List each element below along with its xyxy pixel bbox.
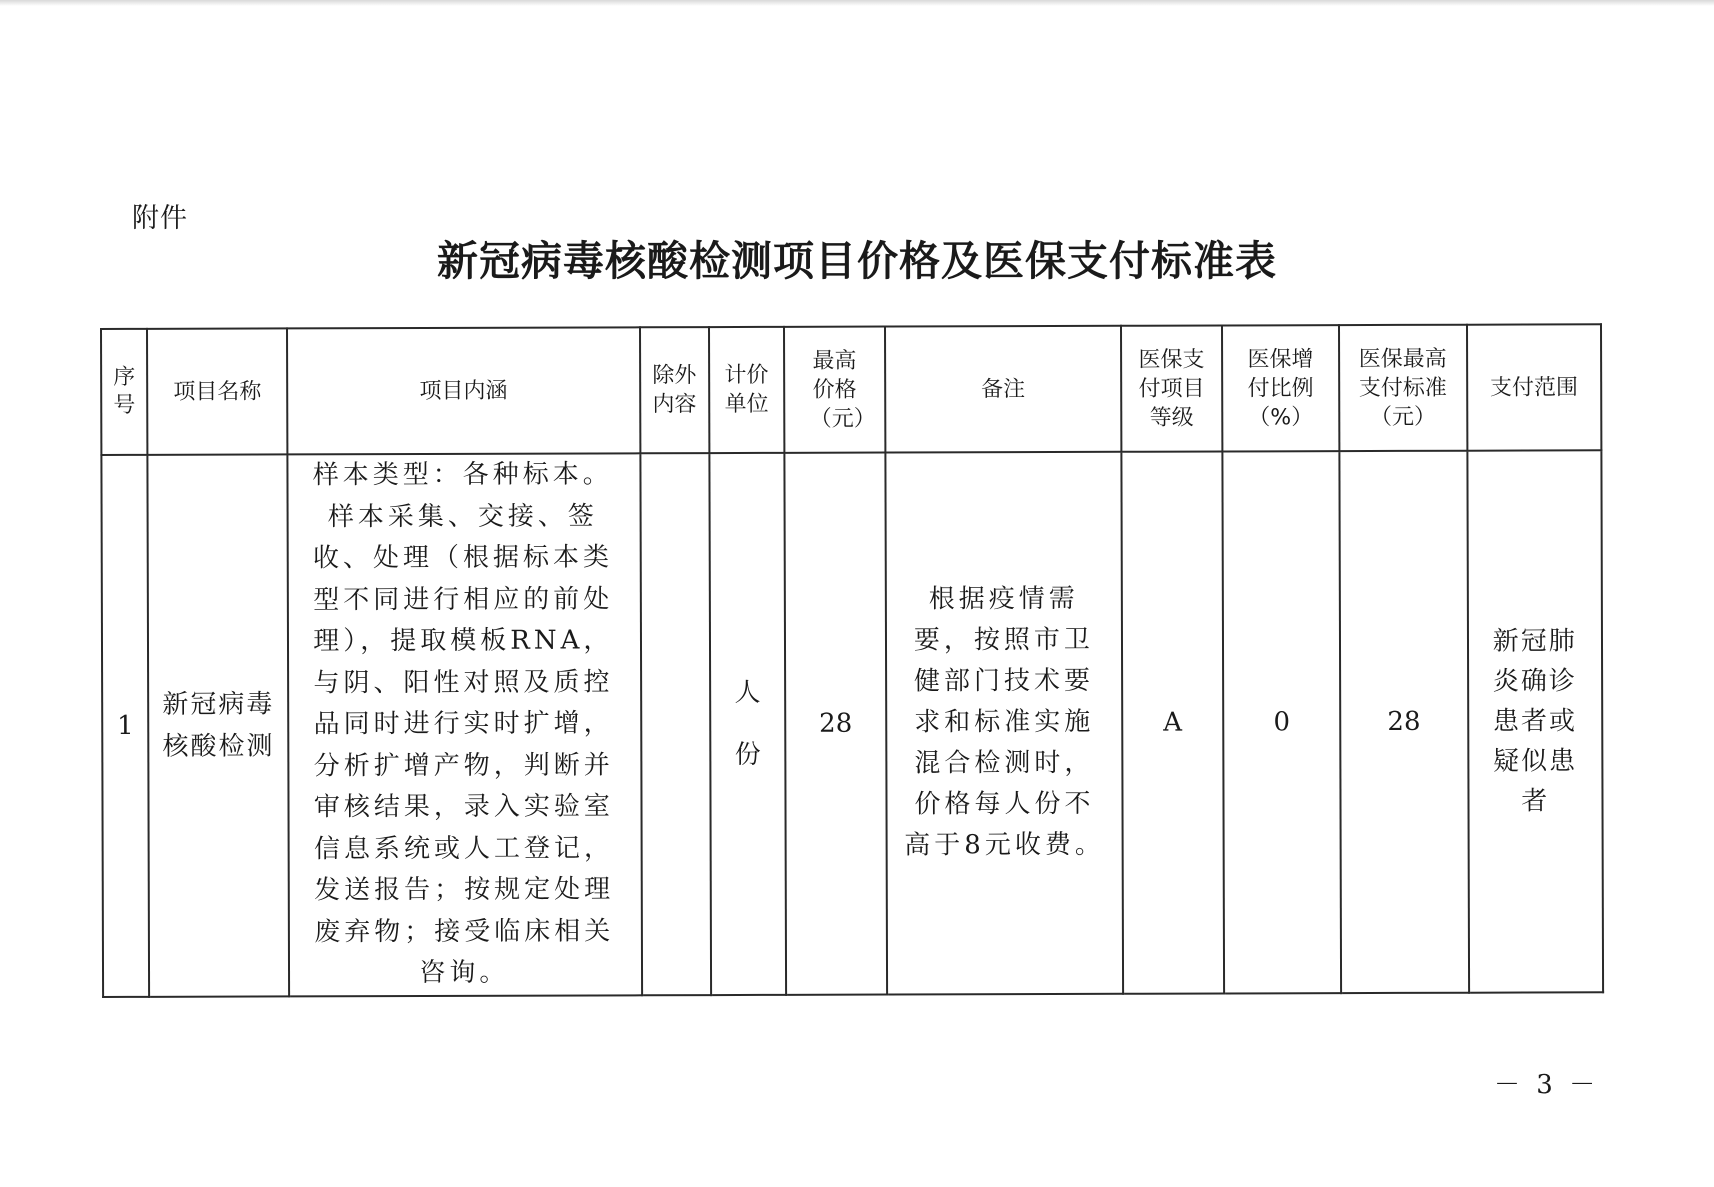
cell-max-pay: 28	[1339, 451, 1468, 993]
cell-excluded	[640, 453, 711, 995]
cell-seq: 1	[101, 455, 149, 997]
cell-unit: 人份	[709, 453, 786, 995]
header-excluded: 除外内容	[640, 327, 710, 453]
header-scope: 支付范围	[1467, 324, 1602, 450]
cell-ratio: 0	[1222, 451, 1340, 993]
header-max-price: 最高价格（元）	[784, 327, 886, 453]
header-remark: 备注	[885, 326, 1121, 453]
cell-remark: 根据疫情需要，按照市卫健部门技术要求和标准实施混合检测时，价格每人份不高于8元收费。	[885, 452, 1122, 994]
cell-grade: A	[1121, 451, 1224, 993]
header-content: 项目内涵	[287, 327, 640, 454]
document-title: 新冠病毒核酸检测项目价格及医保支付标准表	[437, 237, 1277, 285]
header-unit: 计价单位	[709, 327, 784, 453]
table-header-row	[101, 324, 1601, 455]
page-number: － 3 －	[1494, 1070, 1600, 1100]
scan-edge	[0, 0, 1714, 6]
table-row	[101, 450, 1603, 996]
header-name: 项目名称	[147, 328, 287, 454]
cell-scope: 新冠肺炎确诊患者或疑似患者	[1467, 450, 1603, 992]
cell-max-price: 28	[784, 453, 887, 995]
cell-content: 样本类型：各种标本。样本采集、交接、签收、处理（根据标本类型不同进行相应的前处理），提取模板RNA，与阴、阳性对照及质控品同时进行实时扩增，分析扩增产物，判断并审核结果，录入实验室信息系统或人工登记，发送报告；按规定处理废弃物；接受临床相关咨询。	[288, 453, 642, 996]
header-max-pay: 医保最高支付标准（元）	[1339, 325, 1467, 451]
attachment-label: 附件	[132, 203, 188, 234]
header-seq: 序号	[101, 329, 148, 455]
cell-name: 新冠病毒核酸检测	[148, 454, 290, 996]
price-table	[100, 323, 1604, 997]
header-ratio: 医保增付比例（%）	[1222, 325, 1339, 451]
header-grade: 医保支付项目等级	[1121, 325, 1223, 451]
